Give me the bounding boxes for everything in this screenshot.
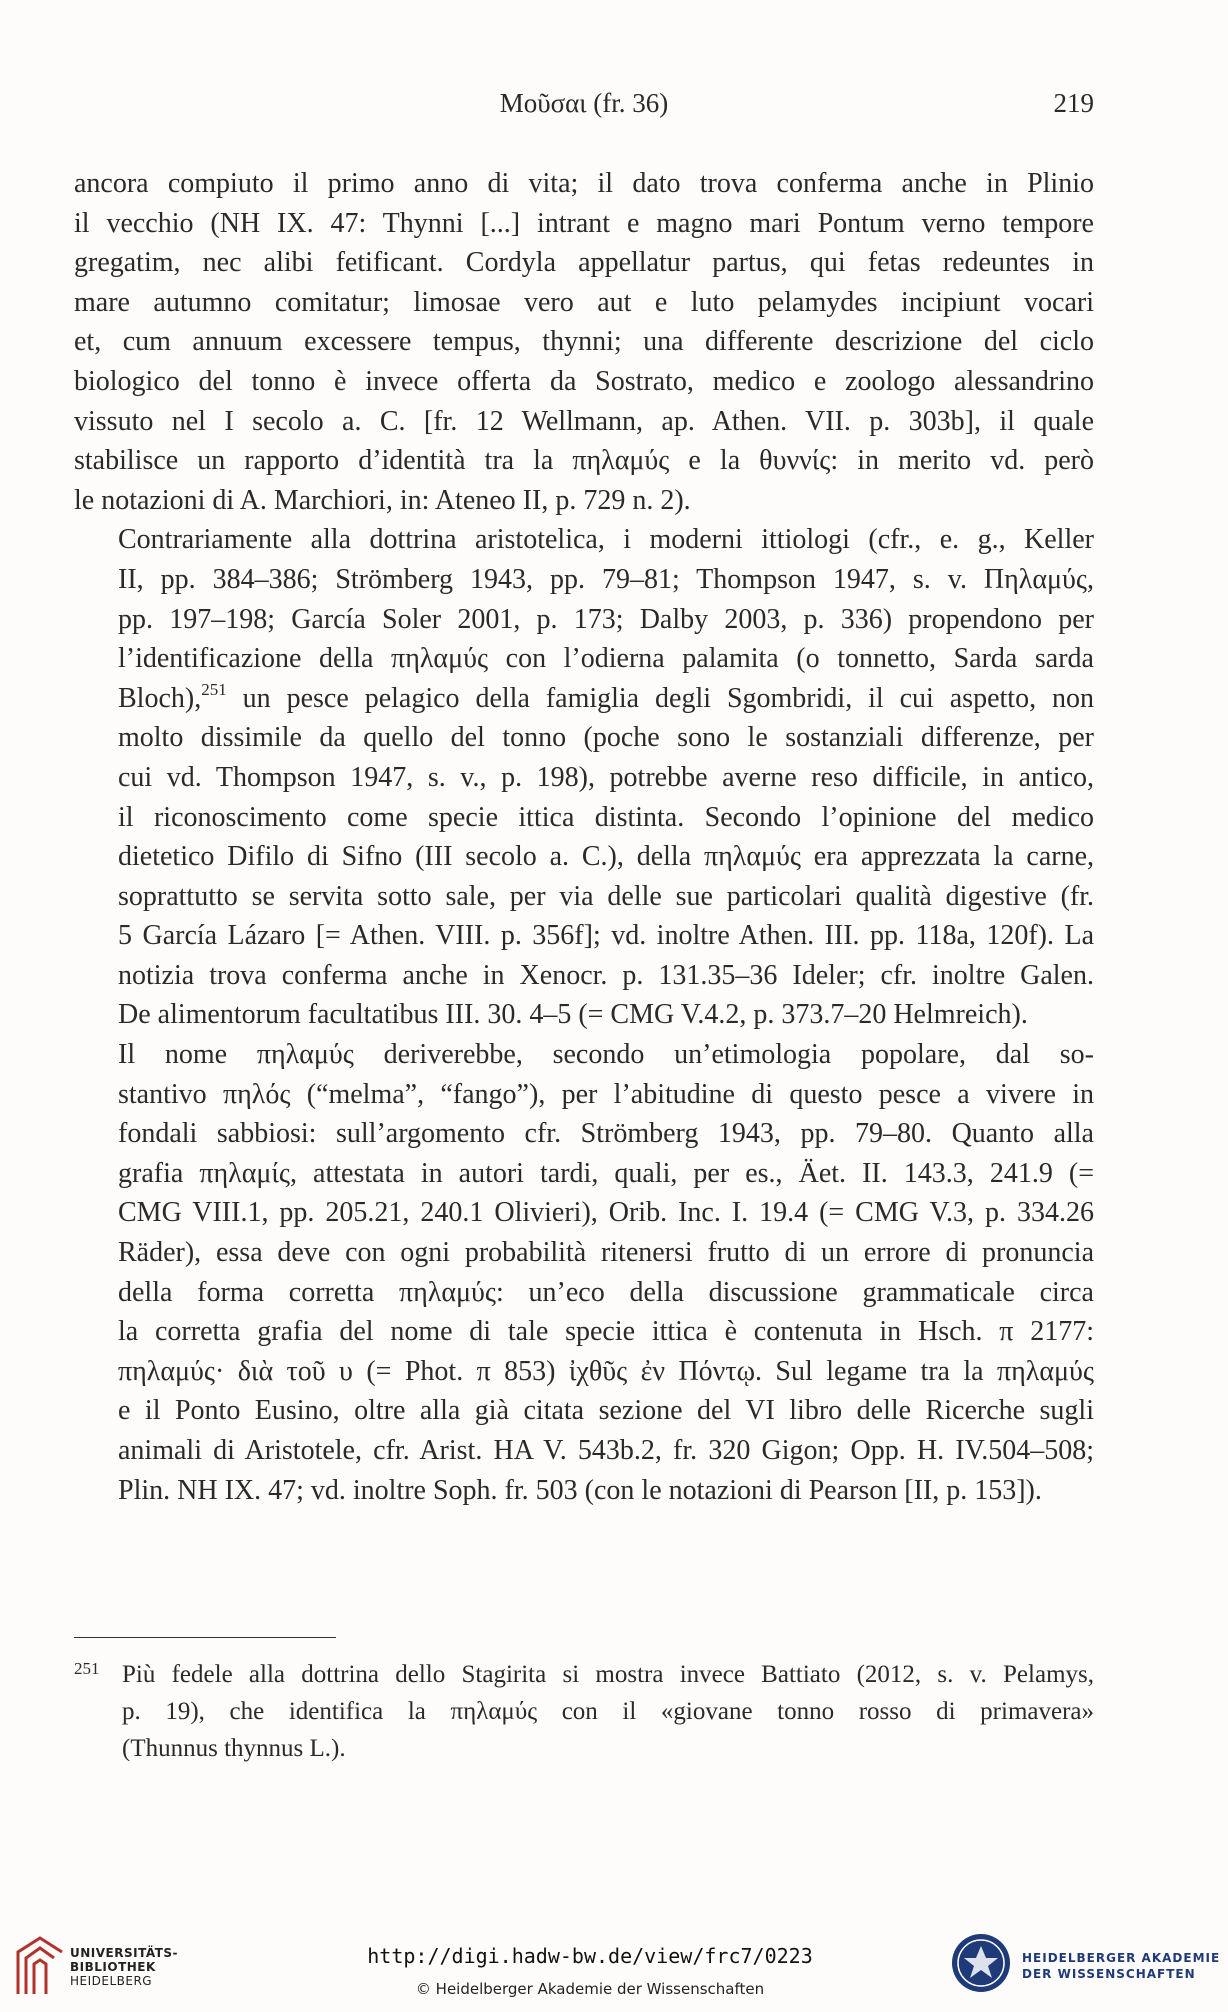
library-name-line: HEIDELBERG <box>70 1974 153 1988</box>
text-line: 5 García Lázaro [= Athen. VIII. p. 356f]; vd. inoltre Athen. III. pp. 118a, 120f). La <box>118 920 1094 952</box>
running-title: Μοῦσαι (fr. 36) <box>499 88 669 118</box>
library-name-line: BIBLIOTHEK <box>70 1960 156 1974</box>
academy-name <box>1022 1950 1220 1982</box>
text-line: il vecchio (NH IX. 47: Thynni [...] intrant e magno mari Pontum verno tempore <box>74 207 1094 239</box>
text-line: della forma corretta πηλαμύς: un’eco della discussione grammaticale circa <box>118 1276 1094 1308</box>
footnote-line: p. 19), che identifica la πηλαμύς con il «giovane tonno rosso di primavera» <box>122 1698 1094 1725</box>
text-line: Il nome πηλαμύς deriverebbe, secondo un’etimologia popolare, dal so- <box>118 1039 1094 1071</box>
text-line: il riconoscimento come specie ittica distinta. Secondo l’opinione del medico <box>118 801 1094 833</box>
university-library-logo-icon[interactable] <box>14 1932 66 1996</box>
text-line: stabilisce un rapporto d’identità tra la πηλαμύς e la θυννίς: in merito vd. però <box>74 445 1094 477</box>
text-line: l’identificazione della πηλαμύς con l’odierna palamita (o tonnetto, Sarda sarda <box>118 643 1094 675</box>
footnote-line: Più fedele alla dottrina dello Stagirita si mostra invece Battiato (2012, s. v. Pelamys, <box>122 1661 1094 1688</box>
paragraph-1 <box>74 164 1094 520</box>
text-line: II, pp. 384–386; Strömberg 1943, pp. 79–81; Thompson 1947, s. v. Πηλαμύς, <box>118 563 1094 595</box>
permalink[interactable]: http://digi.hadw-bw.de/view/frc7/0223 <box>367 1944 813 1968</box>
digitization-footer <box>0 1918 1228 2012</box>
text-line: animali di Aristotele, cfr. Arist. HA V. 543b.2, fr. 320 Gigon; Opp. H. IV.504–508; <box>118 1435 1094 1466</box>
footnote-line: (Thunnus thynnus L.). <box>122 1735 346 1762</box>
text-line: e il Ponto Eusino, oltre alla già citata sezione del VI libro delle Ricerche sugli <box>118 1395 1094 1427</box>
text-line: Contrariamente alla dottrina aristotelica, i moderni ittiologi (cfr., e. g., Keller <box>118 524 1094 556</box>
text-line: CMG VIII.1, pp. 205.21, 240.1 Olivieri), Orib. Inc. I. 19.4 (= CMG V.3, p. 334.26 <box>118 1197 1094 1229</box>
university-library-name <box>70 1946 178 1988</box>
text-line: fondali sabbiosi: sull’argomento cfr. Strömberg 1943, pp. 79–80. Quanto alla <box>118 1118 1094 1150</box>
text-line: la corretta grafia del nome di tale specie ittica è contenuta in Hsch. π 2177: <box>118 1316 1094 1348</box>
text-line: molto dissimile da quello del tonno (poche sono le sostanziali differenze, per <box>118 722 1094 754</box>
paragraph-3 <box>74 1035 1094 1510</box>
text-line: mare autumno comitatur; limosae vero aut e luto pelamydes incipiunt vocari <box>74 286 1094 318</box>
running-head <box>74 88 1094 128</box>
text-line: De alimentorum facultatibus III. 30. 4–5 (= CMG V.4.2, p. 373.7–20 Helmreich). <box>118 999 1028 1031</box>
academy-name-line: DER WISSENSCHAFTEN <box>1022 1967 1196 1981</box>
text-line-start: Bloch), <box>118 682 202 714</box>
text-line: Plin. NH IX. 47; vd. inoltre Soph. fr. 503 (con le notazioni di Pearson [II, p. 153]). <box>118 1474 1042 1506</box>
text-line: pp. 197–198; García Soler 2001, p. 173; Dalby 2003, p. 336) propendono per <box>118 603 1094 635</box>
copyright-notice: © Heidelberger Akademie der Wissenschaften <box>415 1980 765 1998</box>
page-number: 219 <box>1053 88 1094 118</box>
text-line: cui vd. Thompson 1947, s. v., p. 198), potrebbe averne reso difficile, in antico, <box>118 761 1094 793</box>
text-line: et, cum annuum excessere tempus, thynni; una differente descrizione del ciclo <box>74 326 1094 358</box>
paragraph-2 <box>74 520 1094 1035</box>
text-line-end: un pesce pelagico della famiglia degli Sgombridi, il cui aspetto, non <box>226 682 1094 714</box>
academy-name-line: HEIDELBERGER AKADEMIE <box>1022 1951 1221 1965</box>
text-line: soprattutto se servita sotto sale, per via delle sue particolari qualità digestive (fr. <box>118 880 1094 912</box>
footnote-reference[interactable]: 251 <box>201 679 227 699</box>
footnote-251 <box>74 1656 1094 1767</box>
text-line: stantivo πηλός (“melma”, “fango”), per l’abitudine di questo pesce a vivere in <box>118 1078 1094 1110</box>
main-text <box>74 164 1094 1510</box>
text-line: gregatim, nec alibi fetificant. Cordyla appellatur partus, qui fetas redeuntes in <box>74 247 1094 279</box>
text-line: Räder), essa deve con ogni probabilità ritenersi frutto di un errore di pronuncia <box>118 1237 1094 1269</box>
footnote-number: 251 <box>74 1659 100 1678</box>
library-name-line: UNIVERSITÄTS- <box>70 1946 179 1960</box>
text-line: le notazioni di A. Marchiori, in: Ateneo II, p. 729 n. 2). <box>74 484 691 516</box>
footnote-divider <box>74 1637 336 1638</box>
footnote-body <box>122 1656 1094 1767</box>
text-line <box>74 679 1094 719</box>
text-line: grafia πηλαμίς, attestata in autori tardi, quali, per es., Äet. II. 143.3, 241.9 (= <box>118 1157 1094 1189</box>
text-line: πηλαμύς· διὰ τοῦ υ (= Phot. π 853) ἰχθῦς ἐν Πόντῳ. Sul legame tra la πηλαμύς <box>118 1355 1094 1387</box>
text-line: dietetico Difilo di Sifno (III secolo a. C.), della πηλαμύς era apprezzata la carne, <box>118 841 1094 873</box>
text-line: vissuto nel I secolo a. C. [fr. 12 Wellmann, ap. Athen. VII. p. 303b], il quale <box>74 405 1094 437</box>
text-line: notizia trova conferma anche in Xenocr. p. 131.35–36 Ideler; cfr. inoltre Galen. <box>118 959 1094 991</box>
text-line: ancora compiuto il primo anno di vita; il dato trova conferma anche in Plinio <box>74 168 1094 199</box>
text-line: biologico del tonno è invece offerta da Sostrato, medico e zoologo alessandrino <box>74 365 1094 397</box>
academy-seal-icon[interactable] <box>950 1932 1012 1994</box>
